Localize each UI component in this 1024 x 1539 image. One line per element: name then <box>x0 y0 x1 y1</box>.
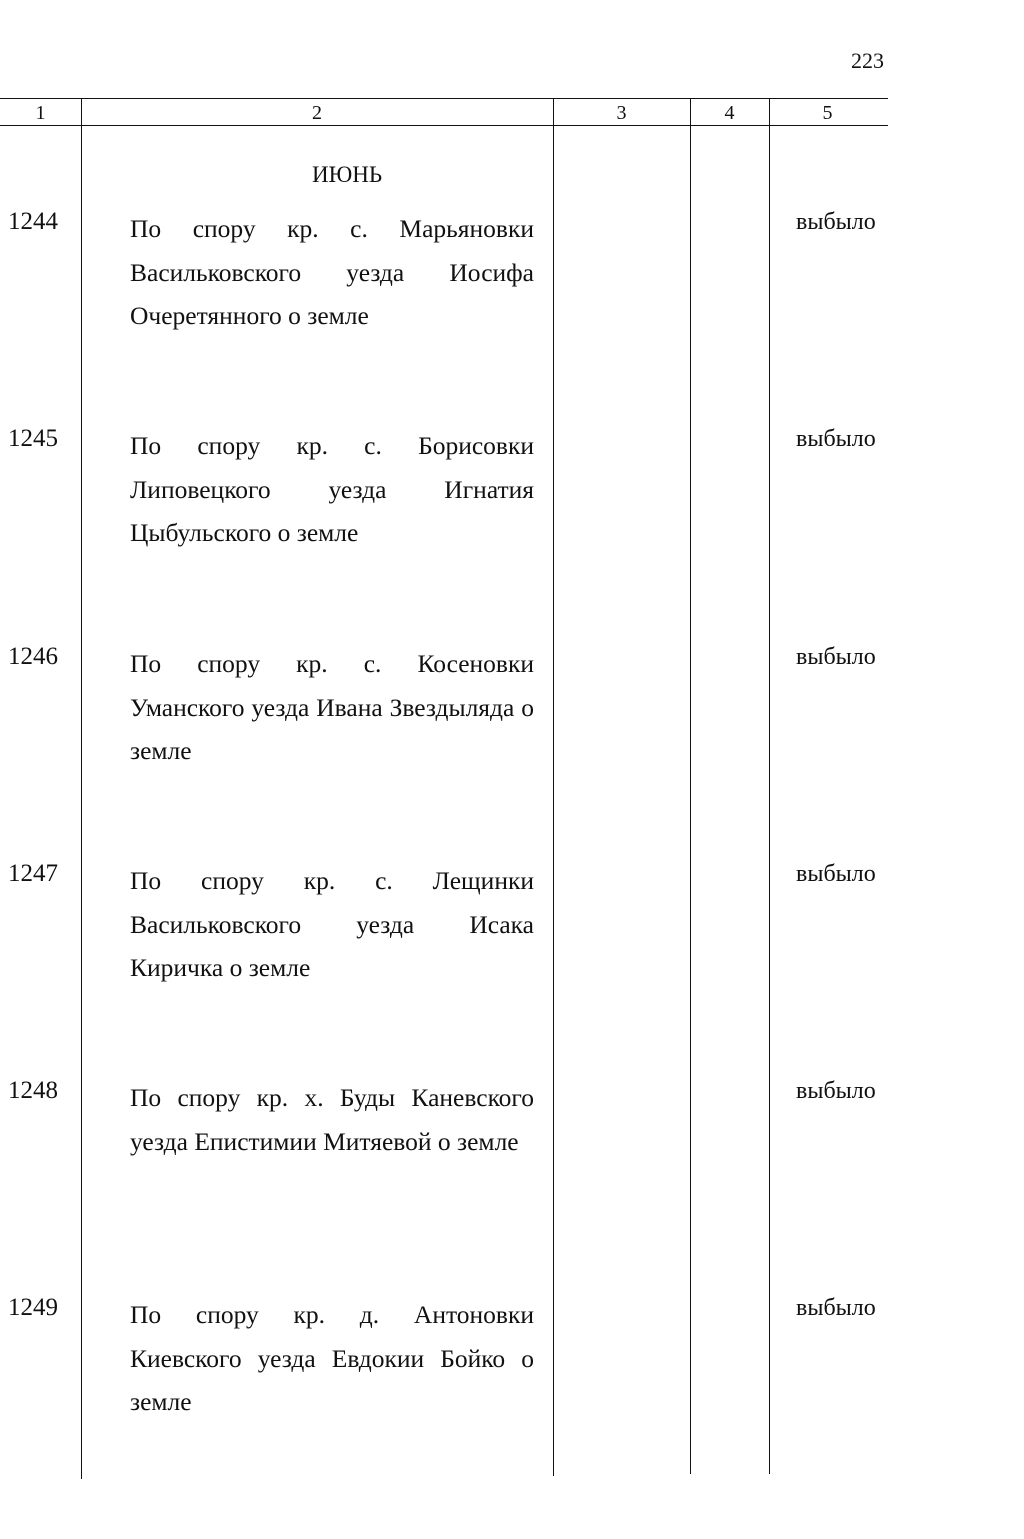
entry-number: 1248 <box>8 1077 58 1104</box>
entry-number: 1244 <box>8 208 58 235</box>
entry-description: По спору кр. с. Марьяновки Васильковского уезда Иосифа Очеретянного о земле <box>130 214 534 330</box>
table-row <box>0 859 888 989</box>
entry-status: выбыло <box>796 861 876 887</box>
column-header-1: 1 <box>35 102 46 124</box>
entry-status: выбыло <box>796 426 876 452</box>
month-heading: ИЮНЬ <box>311 162 383 187</box>
entry-description: По спору кр. д. Антоновки Киевского уезда Евдокии Бойко о земле <box>130 1300 534 1416</box>
entry-description: По спору кр. с. Борисовки Липовецкого уезда Игнатия Цыбульского о земле <box>130 431 534 547</box>
entry-number: 1247 <box>8 860 58 887</box>
table-row <box>0 1293 888 1423</box>
column-header-3: 3 <box>616 102 627 124</box>
table-row <box>0 642 888 772</box>
table-row <box>0 207 888 337</box>
column-header-4: 4 <box>724 102 735 124</box>
entry-status: выбыло <box>796 1295 876 1321</box>
entry-status: выбыло <box>796 644 876 670</box>
column-header-5: 5 <box>822 102 833 124</box>
entry-number: 1245 <box>8 425 58 452</box>
entry-description: По спору кр. с. Лещинки Васильковского уезда Исака Киричка о земле <box>130 866 534 982</box>
page-number: 223 <box>851 48 884 73</box>
column-header-2: 2 <box>312 102 322 124</box>
entry-status: выбыло <box>796 1078 876 1104</box>
table-row <box>0 1076 888 1206</box>
table-row <box>0 424 888 554</box>
entry-description: По спору кр. х. Буды Каневского уезда Епистимии Митяевой о земле <box>130 1083 534 1156</box>
entry-number: 1246 <box>8 643 58 670</box>
entry-description: По спору кр. с. Косеновки Уманского уезда Ивана Звездыляда о земле <box>130 649 534 765</box>
entry-status: выбыло <box>796 209 876 235</box>
table-header-top-rule <box>0 98 888 99</box>
table-header-bottom-rule <box>0 125 888 126</box>
entry-number: 1249 <box>8 1294 58 1321</box>
